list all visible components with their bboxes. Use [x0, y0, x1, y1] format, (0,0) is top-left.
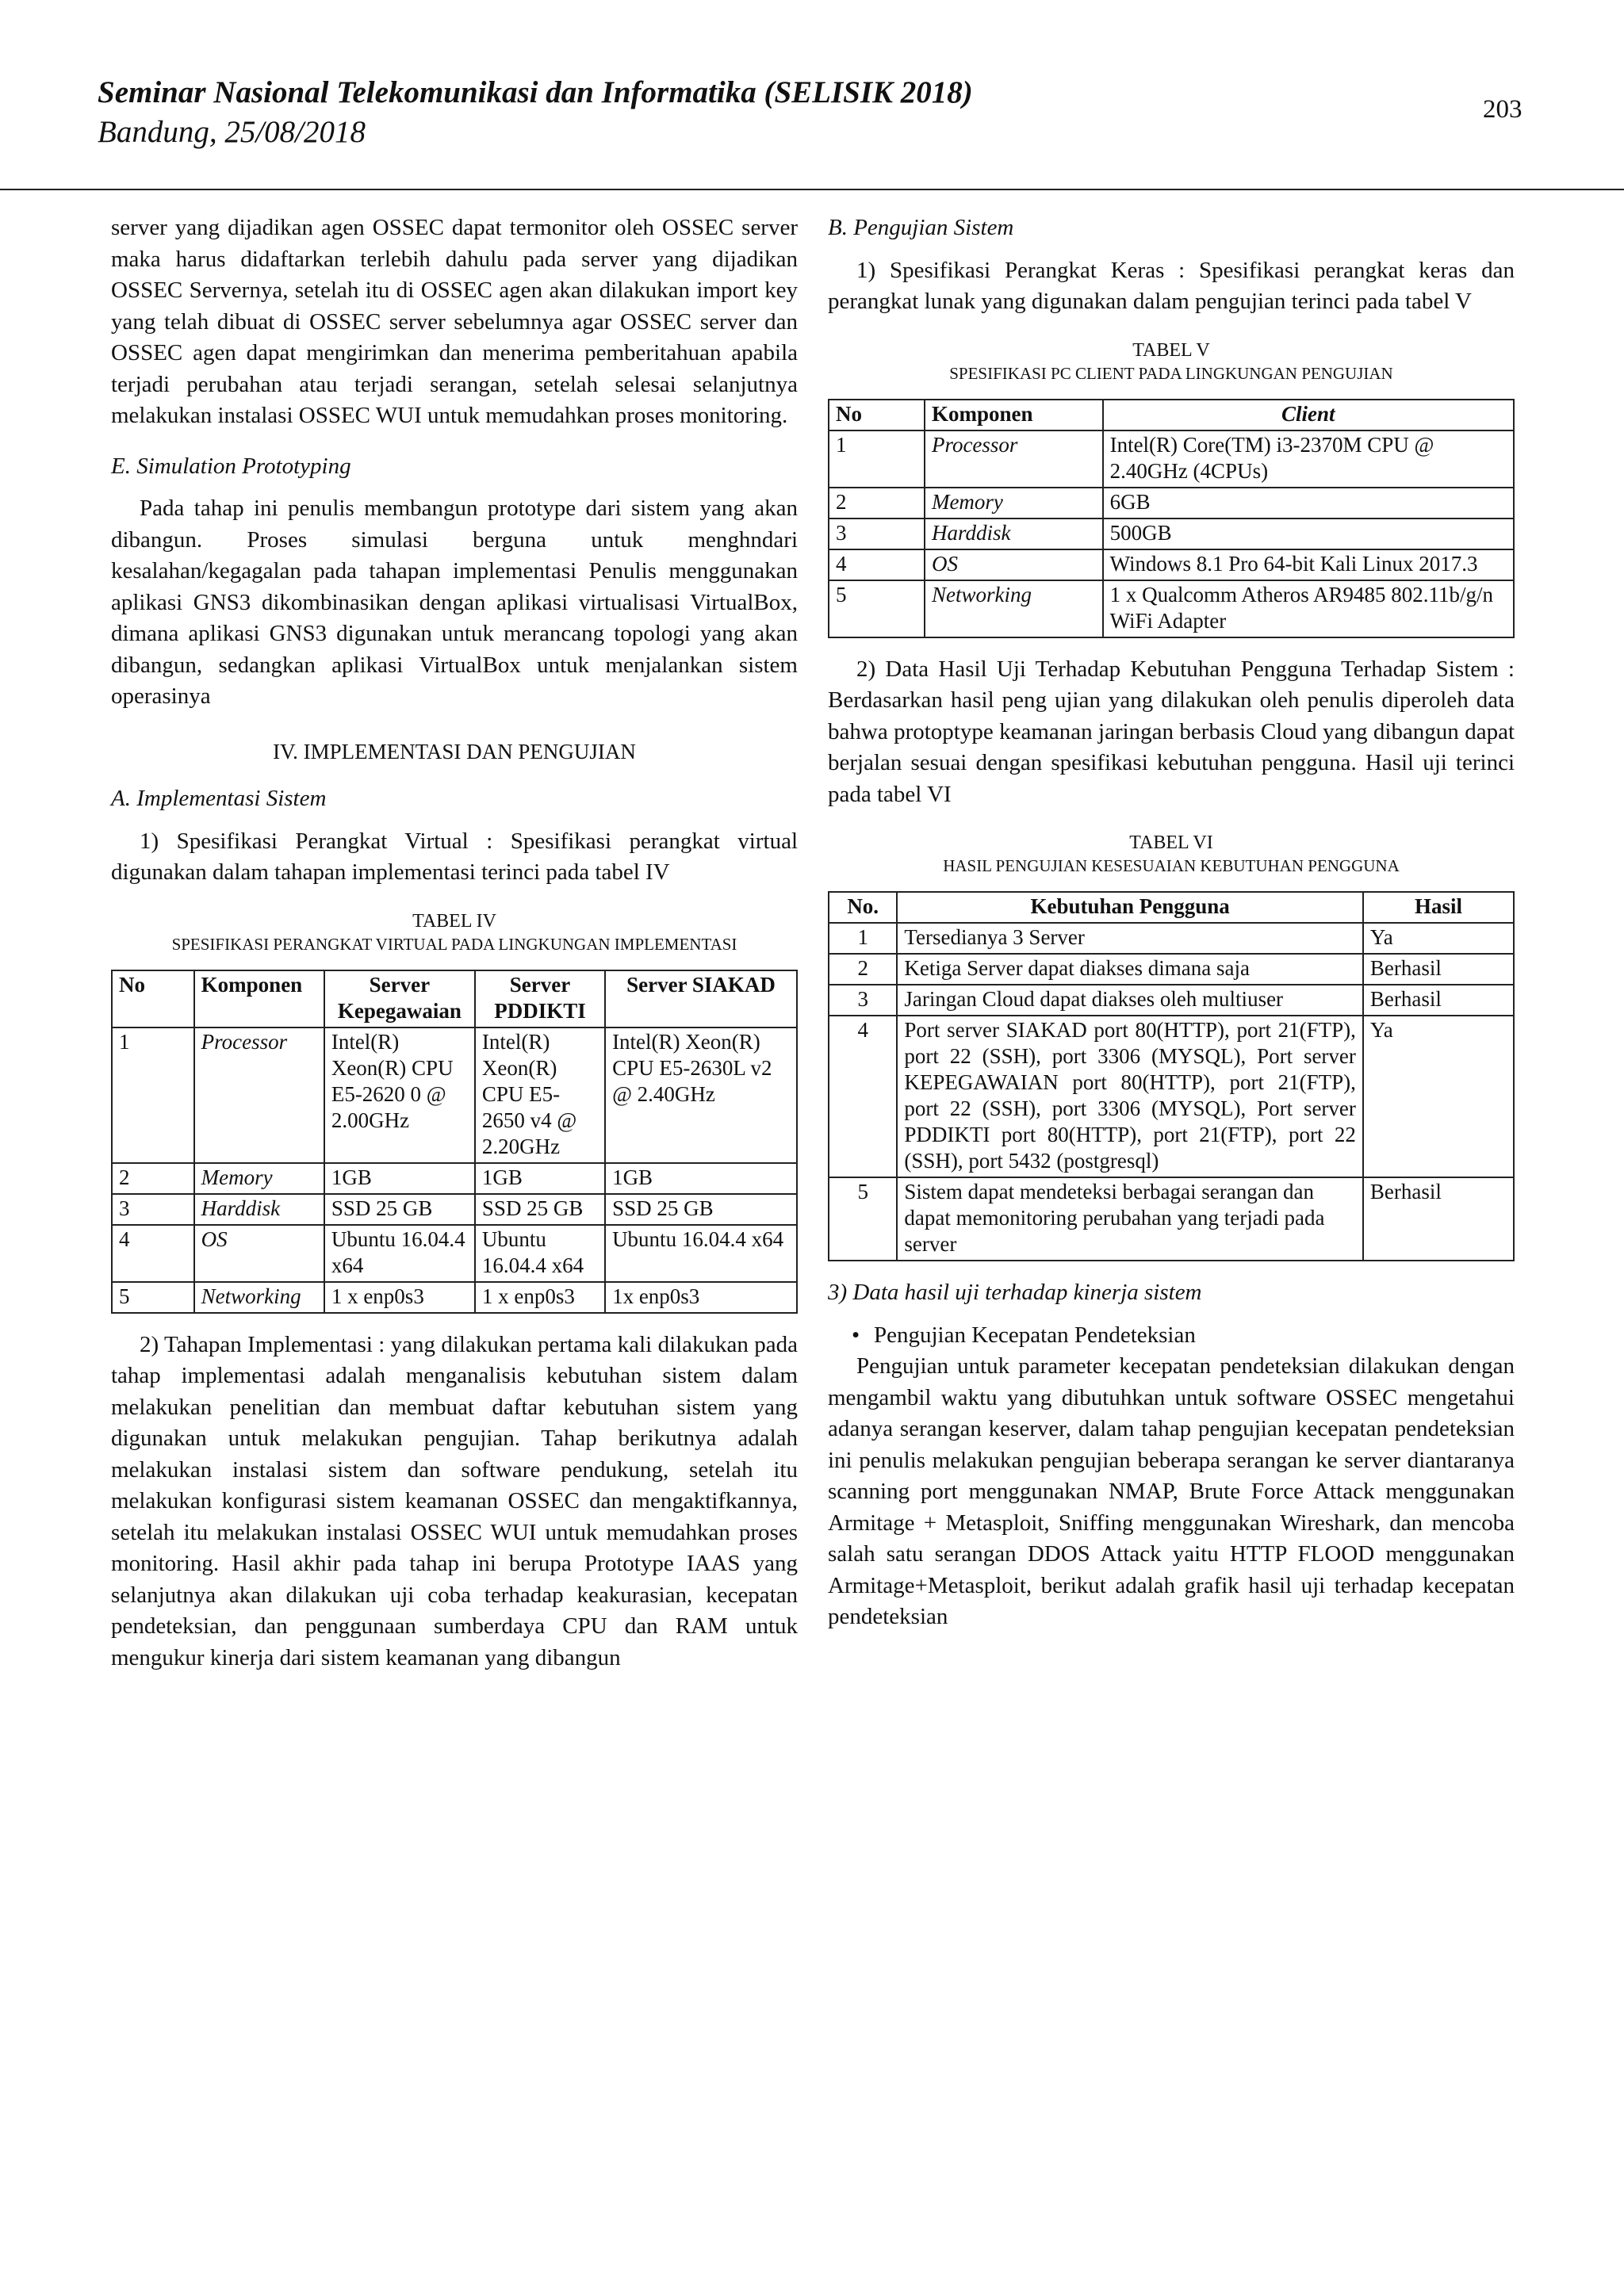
table-header-row — [112, 970, 797, 1027]
table-cell: Intel(R) Core(TM) i3-2370M CPU @ 2.40GHz (4CPUs) — [1103, 430, 1514, 488]
table-cell: Processor — [194, 1027, 324, 1163]
paragraph-tahapan-implementasi: 2) Tahapan Implementasi : yang dilakukan pertama kali dilakukan pada tahap implementasi adalah menganalisis kebutuhan sistem dalam melakukan penelitian dan membuat daftar kebutuhan sistem yang digunakan untuk melakukan pengujian. Tahap berikutnya adalah melakukan instalasi sistem dan software pendukung, setelah itu melakukan konfigurasi sistem keamanan OSSEC dan mengaktifkannya, setelah itu melakukan instalasi OSSEC WUI untuk memudahkan proses monitoring. Hasil akhir pada tahap ini berupa Prototype IAAS yang selanjutnya akan dilakukan uji coba terhadap keakurasian, kecepatan pendeteksian, dan penggunaan sumberdaya CPU dan RAM untuk mengukur kinerja dari sistem keamanan yang dibangun — [111, 1331, 798, 1670]
table-hasil-kebutuhan — [828, 891, 1515, 1261]
table-cell: Ya — [1363, 1016, 1514, 1177]
section-heading-implementasi-sistem: A. Implementasi Sistem — [111, 786, 327, 811]
table-cell: 4 — [829, 1016, 897, 1177]
table-cell: SSD 25 GB — [605, 1194, 797, 1225]
bullet-kecepatan-pendeteksian: • Pengujian Kecepatan Pendeteksian — [828, 1320, 1515, 1352]
paragraph-spesifikasi-keras: 1) Spesifikasi Perangkat Keras : Spesifikasi perangkat keras dan perangkat lunak yang digunakan dalam pengujian terinci pada tabel V — [828, 257, 1515, 314]
table-row — [829, 488, 1514, 519]
table-cell: 3 — [112, 1194, 194, 1225]
table-cell: Port server SIAKAD port 80(HTTP), port 21(FTP), port 22 (SSH), port 3306 (MYSQL), Port server KEPEGAWAIAN port 80(HTTP), port 21(FTP), port 22 (SSH), port 3306 (MYSQL), Port server PDDIKTI port 80(HTTP), port 21(FTP), port 22 (SSH), port 5432 (postgresql) — [897, 1016, 1363, 1177]
table-spesifikasi-virtual — [111, 970, 798, 1314]
table-row — [829, 549, 1514, 580]
table-cell: 3 — [829, 985, 897, 1016]
table-cell: 1 x enp0s3 — [475, 1282, 605, 1313]
table-header-cell: Server PDDIKTI — [475, 970, 605, 1027]
table-cell: 2 — [829, 488, 925, 519]
chapter-heading-implementasi: IV. IMPLEMENTASI DAN PENGUJIAN — [273, 739, 636, 763]
table-header-cell: No — [112, 970, 194, 1027]
conference-date: Bandung, 25/08/2018 — [98, 115, 366, 149]
table6-caption: TABEL VI — [1129, 832, 1213, 853]
table-header-cell: Hasil — [1363, 892, 1514, 923]
section-heading-pengujian-sistem: B. Pengujian Sistem — [828, 215, 1014, 240]
table-row — [829, 519, 1514, 549]
table-row — [829, 985, 1514, 1016]
table-header-cell: Kebutuhan Pengguna — [897, 892, 1363, 923]
table-row — [112, 1163, 797, 1194]
table-header-row — [829, 400, 1514, 430]
right-column — [828, 212, 1515, 1633]
table-cell: 1 x Qualcomm Atheros AR9485 802.11b/g/n WiFi Adapter — [1103, 580, 1514, 637]
table-cell: Harddisk — [925, 519, 1103, 549]
table-cell: Berhasil — [1363, 954, 1514, 985]
table-cell: OS — [925, 549, 1103, 580]
table-cell: Networking — [194, 1282, 324, 1313]
table-header-row — [829, 892, 1514, 923]
table-cell: Berhasil — [1363, 985, 1514, 1016]
section-heading-simulation-prototyping: E. Simulation Prototyping — [111, 453, 351, 479]
table-row — [829, 1016, 1514, 1177]
paragraph-simulation-prototyping: Pada tahap ini penulis membangun prototype dari sistem yang akan dibangun. Proses simulasi berguna untuk menghndari kesalahan/kegagalan pada tahapan implementasi Penulis menggunakan aplikasi GNS3 dikombinasikan dengan aplikasi virtualisasi VirtualBox, dimana aplikasi GNS3 digunakan untuk merancang topologi yang akan dibangun, sedangkan aplikasi VirtualBox untuk menjalankan sistem operasinya — [111, 496, 798, 709]
table-cell: Memory — [925, 488, 1103, 519]
table-row — [112, 1027, 797, 1163]
table-cell: 5 — [829, 1177, 897, 1261]
table-header-cell: No. — [829, 892, 897, 923]
page-header — [0, 0, 1624, 194]
table-cell: Intel(R) Xeon(R) CPU E5-2630L v2 @ 2.40GHz — [605, 1027, 797, 1163]
paragraph-kecepatan-pendeteksian: Pengujian untuk parameter kecepatan pendeteksian dilakukan dengan mengambil waktu yang dibutuhkan untuk software OSSEC mengetahui adanya serangan keserver, dalam tahap pengujian kecepatan pendeteksian ini penulis melakukan pengujian beberapa serangan ke server diantaranya scanning port menggunakan NMAP, Brute Force Attack menggunakan Armitage + Metasploit, Sniffing menggunakan Wireshark, dan mencoba salah satu serangan DDOS Attack yaitu HTTP FLOOD menggunakan Armitage+Metasploit, berikut adalah grafik hasil uji terhadap kecepatan pendeteksian — [828, 1353, 1515, 1629]
table-cell: 6GB — [1103, 488, 1514, 519]
table-cell: 1GB — [475, 1163, 605, 1194]
table5-caption: TABEL V — [1132, 339, 1210, 361]
table-row — [112, 1225, 797, 1282]
table-header-cell: Server Kepegawaian — [324, 970, 475, 1027]
section-heading-kinerja-sistem: 3) Data hasil uji terhadap kinerja sistem — [828, 1280, 1202, 1305]
paragraph-spesifikasi-virtual: 1) Spesifikasi Perangkat Virtual : Spesifikasi perangkat virtual digunakan dalam tahapan implementasi terinci pada tabel IV — [111, 828, 798, 885]
table-cell: Ubuntu 16.04.4 x64 — [605, 1225, 797, 1282]
table6-subtitle: HASIL PENGUJIAN KESESUAIAN KEBUTUHAN PENGGUNA — [943, 856, 1400, 875]
table-row — [112, 1282, 797, 1313]
table4-subtitle: SPESIFIKASI PERANGKAT VIRTUAL PADA LINGKUNGAN IMPLEMENTASI — [171, 934, 737, 954]
table-row — [112, 1194, 797, 1225]
table-cell: Processor — [925, 430, 1103, 488]
table-cell: Jaringan Cloud dapat diakses oleh multiuser — [897, 985, 1363, 1016]
table-cell: Ubuntu 16.04.4 x64 — [475, 1225, 605, 1282]
table-cell: Ketiga Server dapat diakses dimana saja — [897, 954, 1363, 985]
table-row — [829, 430, 1514, 488]
table-cell: 4 — [829, 549, 925, 580]
table-row — [829, 923, 1514, 954]
table-header-cell: Komponen — [925, 400, 1103, 430]
conference-title: Seminar Nasional Telekomunikasi dan Informatika (SELISIK 2018) — [98, 75, 973, 109]
table-cell: Sistem dapat mendeteksi berbagai serangan dan dapat memonitoring perubahan yang terjadi pada server — [897, 1177, 1363, 1261]
table-cell: SSD 25 GB — [475, 1194, 605, 1225]
paragraph-ossec-agent: server yang dijadikan agen OSSEC dapat termonitor oleh OSSEC server maka harus didaftarkan terlebih dahulu pada server yang dijadikan OSSEC Servernya, setelah itu di OSSEC agen akan dilakukan import key yang telah dibuat di OSSEC server sebelumnya agar OSSEC server dan OSSEC agen dapat mengirimkan dan menerima pemberitahuan apabila terjadi perubahan atau terjadi serangan, setelah selesai selanjutnya melakukan instalasi OSSEC WUI untuk memudahkan proses monitoring. — [111, 215, 798, 428]
table-row — [829, 580, 1514, 637]
table-cell: 1GB — [605, 1163, 797, 1194]
table-cell: Windows 8.1 Pro 64-bit Kali Linux 2017.3 — [1103, 549, 1514, 580]
table-cell: Harddisk — [194, 1194, 324, 1225]
table-cell: Ubuntu 16.04.4 x64 — [324, 1225, 475, 1282]
table-cell: 1 — [112, 1027, 194, 1163]
table-cell: 5 — [112, 1282, 194, 1313]
table-cell: 3 — [829, 519, 925, 549]
table-cell: Berhasil — [1363, 1177, 1514, 1261]
table-cell: 5 — [829, 580, 925, 637]
table-cell: Intel(R) Xeon(R) CPU E5-2650 v4 @ 2.20GHz — [475, 1027, 605, 1163]
table-spesifikasi-client — [828, 399, 1515, 638]
table-cell: 1GB — [324, 1163, 475, 1194]
table4-caption: TABEL IV — [412, 910, 496, 932]
left-column — [111, 212, 798, 1674]
table-row — [829, 1177, 1514, 1261]
table-header-cell: Server SIAKAD — [605, 970, 797, 1027]
table-cell: Intel(R) Xeon(R) CPU E5-2620 0 @ 2.00GHz — [324, 1027, 475, 1163]
table-cell: 2 — [112, 1163, 194, 1194]
table-cell: 2 — [829, 954, 897, 985]
table-cell: 1x enp0s3 — [605, 1282, 797, 1313]
table-cell: Networking — [925, 580, 1103, 637]
page-number: 203 — [1483, 95, 1522, 124]
table-header-cell: Komponen — [194, 970, 324, 1027]
table-cell: 1 x enp0s3 — [324, 1282, 475, 1313]
paragraph-hasil-uji-kebutuhan: 2) Data Hasil Uji Terhadap Kebutuhan Pengguna Terhadap Sistem : Berdasarkan hasil peng ujian yang dilakukan oleh penulis diperoleh data bahwa protoptype keamanan jaringan berbasis Cloud yang dibangun dapat berjalan sesuai dengan spesifikasi kebutuhan pengguna. Hasil uji terinci pada tabel VI — [828, 656, 1515, 807]
header-divider — [0, 189, 1624, 190]
table-header-cell: No — [829, 400, 925, 430]
table-cell: SSD 25 GB — [324, 1194, 475, 1225]
table5-subtitle: SPESIFIKASI PC CLIENT PADA LINGKUNGAN PENGUJIAN — [949, 363, 1393, 383]
table-cell: 1 — [829, 430, 925, 488]
table-cell: 500GB — [1103, 519, 1514, 549]
table-cell: OS — [194, 1225, 324, 1282]
table-cell: 4 — [112, 1225, 194, 1282]
table-cell: Memory — [194, 1163, 324, 1194]
table-cell: Ya — [1363, 923, 1514, 954]
table-row — [829, 954, 1514, 985]
table-header-cell: Client — [1103, 400, 1514, 430]
table-cell: 1 — [829, 923, 897, 954]
table-cell: Tersedianya 3 Server — [897, 923, 1363, 954]
